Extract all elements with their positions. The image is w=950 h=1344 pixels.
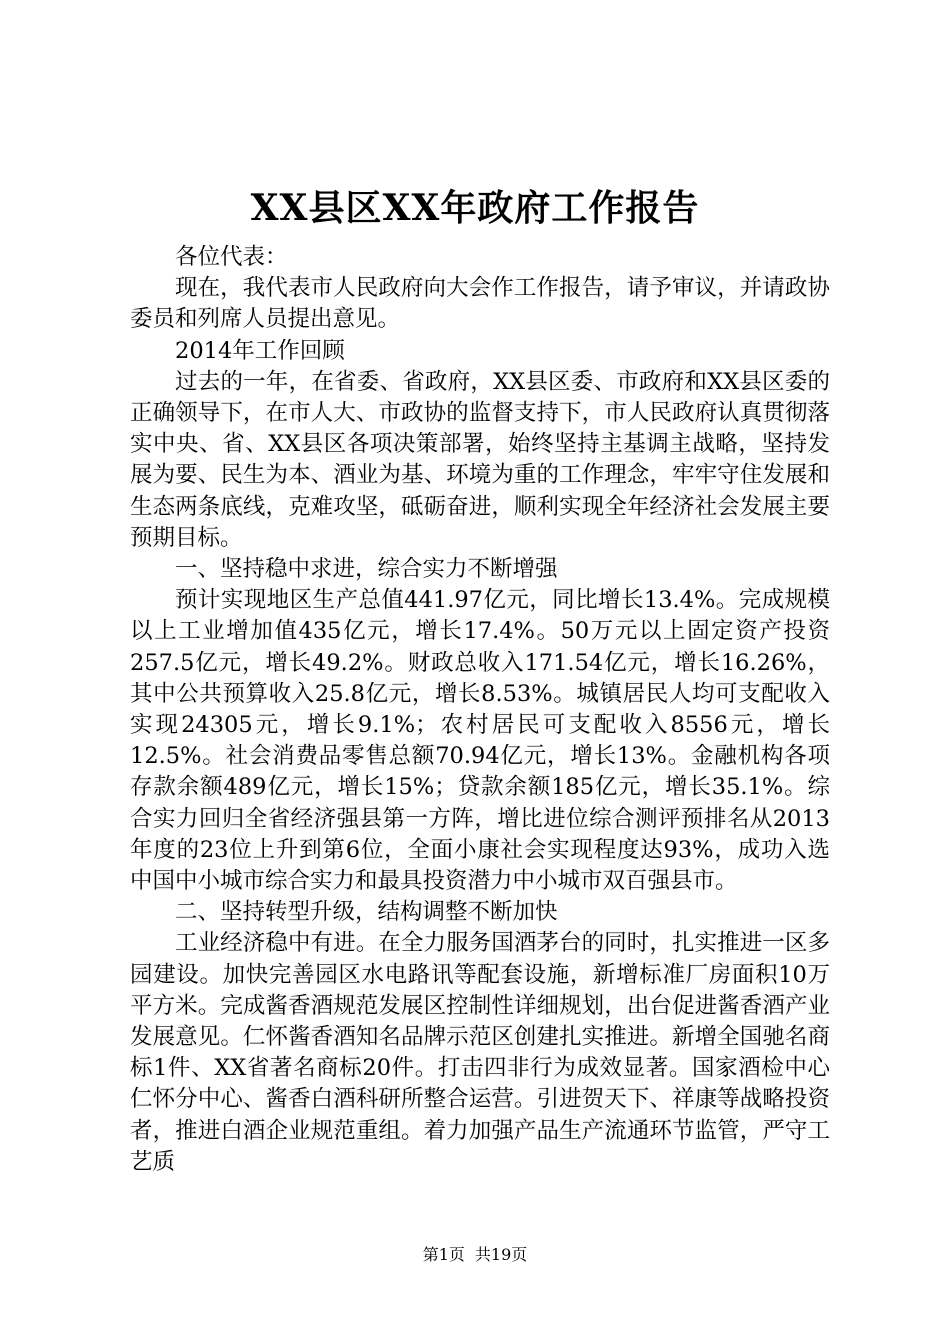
intro-paragraph: 现在，我代表市人民政府向大会作工作报告，请予审议，并请政协委员和列席人员提出意见。 — [130, 275, 830, 333]
document-title: XX县区XX年政府工作报告 — [250, 187, 700, 229]
economy-paragraph: 预计实现地区生产总值441.97亿元，同比增长13.4%。完成规模以上工业增加值435亿元，增长17.4%。50万元以上固定资产投资257.5亿元，增长49.2%。财政总收入171.54亿元，增长16.26%，其中公共预算收入25.8亿元，增长8.53%。城镇居民人均可支配收入实现24305元，增长9.1%；农村居民可支配收入8556元，增长12.5%。社会消费品零售总额70.94亿元，增长13%。金融机构各项存款余额489亿元，增长15%；贷款余额185亿元，增长35.1%。综合实力回归全省经济强县第一方阵，增比进位综合测评预排名从2013年度的23位上升到第6位，全面小康社会实现程度达93%，成功入选中国中小城市综合实力和最具投资潜力中小城市双百强县市。 — [130, 587, 830, 895]
overview-paragraph: 过去的一年，在省委、省政府，XX县区委、市政府和XX县区委的正确领导下，在市人大、市政协的监督支持下，市人民政府认真贯彻落实中央、省、XX县区各项决策部署，始终坚持主基调主战略，坚持发展为要、民生为本、酒业为基、环境为重的工作理念，牢牢守住发展和生态两条底线，克难攻坚，砥砺奋进，顺利实现全年经济社会发展主要预期目标。 — [130, 368, 830, 551]
industry-paragraph: 工业经济稳中有进。在全力服务国酒茅台的同时，扎实推进一区多园建设。加快完善园区水电路讯等配套设施，新增标准厂房面积10万平方米。完成酱香酒规范发展区控制性详细规划，出台促进酱香酒产业发展意见。仁怀酱香酒知名品牌示范区创建扎实推进。新增全国驰名商标1件、XX省著名商标20件。打击四非行为成效显著。国家酒检中心仁怀分中心、酱香白酒科研所整合运营。引进贺天下、祥康等战略投资者，推进白酒企业规范重组。着力加强产品生产流通环节监管，严守工艺质 — [130, 930, 830, 1175]
document-body — [130, 242, 830, 1178]
section-heading-1: 一、坚持稳中求进，综合实力不断增强 — [175, 556, 558, 583]
section-heading-review: 2014年工作回顾 — [175, 337, 345, 364]
salutation: 各位代表： — [175, 244, 288, 270]
page-number: 第1页 — [422, 1245, 465, 1264]
section-heading-2: 二、坚持转型升级，结构调整不断加快 — [175, 899, 558, 926]
page-total: 共19页 — [474, 1245, 528, 1264]
page-footer — [0, 1243, 950, 1267]
